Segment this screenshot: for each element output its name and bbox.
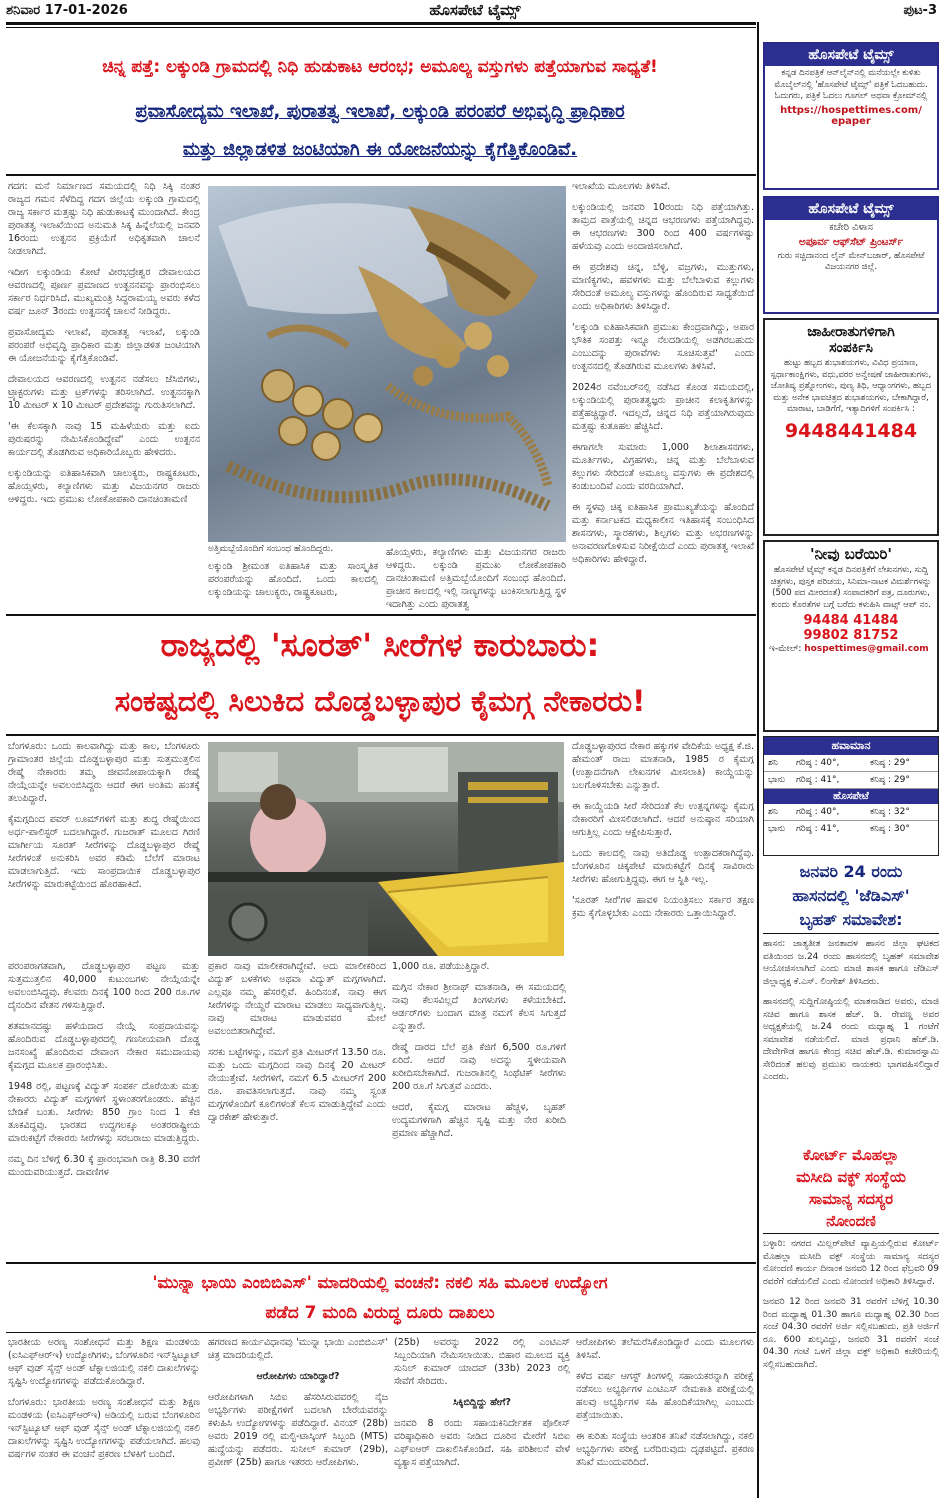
waqf-body — [763, 1238, 939, 1371]
story1-col1-p4: ದೇವಾಲಯದ ಆವರಣದಲ್ಲಿ ಉತ್ಖನನ ನಡೆಸಲು ಜೆಸಿಬಿಗಳು, ಟ್ರ್ಯಾಕ್ಟರುಗಳು ಮತ್ತು ಟ್ರಕ್‌ಗಳನ್ನು ತರಿಸಲಾಗಿದೆ. ಉತ್ಖನನಕ್ಕಾಗಿ 10 ಮೀಟರ್ x 10 ಮೀಟರ್ ಪ್ರದೇಶವನ್ನು ಗುರುತಿಸಲಾಗಿದೆ. — [8, 374, 200, 411]
story3-headline-1: 'ಮುನ್ನಾ ಭಾಯಿ ಎಂಬಿಬಿಎಸ್' ಮಾದರಿಯಲ್ಲಿ ವಂಚನೆ: ನಕಲಿ ಸಹಿ ಮೂಲಕ ಉದ್ಯೋಗ — [152, 1273, 608, 1292]
waqf-headline-3: ಸಾಮಾನ್ಯ ಸದಸ್ಯರ — [808, 1190, 894, 1208]
weather-row-2-min: ಕನಿಷ್ಠ : 29° — [870, 775, 910, 785]
story3-col2 — [208, 1336, 388, 1498]
story2-col1b-p4: ನಮ್ಮ ದಿನ ಬೆಳಿಗ್ಗೆ 6.30 ಕ್ಕೆ ಪ್ರಾರಂಭವಾಗಿ ರಾತ್ರಿ 8.30 ವರೆಗೆ ಮುಂದುವರಿಯುತ್ತದೆ. ದಾವಣಿಗಳ — [8, 1154, 200, 1178]
story2-col4-p1: ದೊಡ್ಡಬಳ್ಳಾಪುರದ ನೇಕಾರ ಹಕ್ಕುಗಳ ವೇದಿಕೆಯ ಅಧ್ಯಕ್ಷ ಕೆ.ಜಿ. ಹೇಮಂತ್ ರಾಜು ಮಾತನಾಡಿ, 1985 ರ ಕೈಮಗ್ಗ (ಉತ್ಪಾದನೆಗಾಗಿ ಲೇಖನಗಳ ಮೀಸಲಾತಿ) ಕಾಯ್ದೆಯನ್ನು ಬಲಗೊಳಿಸಬೇಕು ಎನ್ನುತ್ತಾರೆ. — [572, 741, 754, 791]
story1-caption: ಅತ್ತಿಮಬ್ಬೆಯೊಂದಿಗೆ ಸಂಬಂಧ ಹೊಂದಿದ್ದರು. — [208, 544, 334, 554]
masthead-rule-thin — [6, 27, 756, 28]
sidebar-office-press: ಅಪೂರ್ವ ಆಫ್‌ಸೆಟ್ ಪ್ರಿಂಟರ್ಸ್ — [798, 235, 904, 248]
story1-col4-p5: 2024ರ ನವೆಂಬರ್‌ನಲ್ಲಿ ನಡೆಸಿದ ಕೊಂಡ ಸಮಯದಲ್ಲಿ, ಲಕ್ಕುಂಡಿಯಲ್ಲಿ ಪುರಾತತ್ವಜ್ಞರು ಪ್ರಾಚೀನ ಕಲಾಕೃತಿಗಳನ್ನು ಪತ್ತೆಹಚ್ಚಿದ್ದಾರೆ. ಇದಲ್ಲದೆ, ಚಿನ್ನದ ನಿಧಿ ಪತ್ತೆಯಾಗಿರುವುದು ಮತ್ತಷ್ಟು ಕುತೂಹಲ ಹೆಚ್ಚಿಸಿದೆ. — [572, 382, 754, 432]
sidebar-write-phone-1[interactable]: 94484 41484 — [803, 613, 899, 628]
story2-col1b-p3: 1948 ರಲ್ಲಿ, ಪಟ್ಟಣಕ್ಕೆ ವಿದ್ಯುತ್ ಸಂಪರ್ಕ ದೊರೆಯಿತು ಮತ್ತು ನೇಕಾರರು ವಿದ್ಯುತ್ ಮಗ್ಗಗಳಿಗೆ ಸ್ಥಳಾಂತರಗೊಂಡರು. ಹೆಚ್ಚಿನ ಬೇಡಿಕೆ ಬಂತು. ಸೀರೆಗಳು 850 ಗ್ರಾಂ ನಿಂದ 1 ಕೆಜಿ ತೂಕವಿದ್ದವು. ಭಾರತದ ಉದ್ದಗಲಕ್ಕೂ ಅಂತರರಾಷ್ಟ್ರೀಯ ಮಾರುಕಟ್ಟೆಗೆ ನೇಕಾರರು ಸೀರೆಗಳನ್ನು ಸರಬರಾಜು ಮಾಡುತ್ತಿದ್ದರು. — [8, 1081, 200, 1144]
story1-col1-p3: ಪ್ರವಾಸೋದ್ಯಮ ಇಲಾಖೆ, ಪುರಾತತ್ವ ಇಲಾಖೆ, ಲಕ್ಕುಂಡಿ ಪರಂಪರೆ ಅಭಿವೃದ್ಧಿ ಪ್ರಾಧಿಕಾರ ಮತ್ತು ಜಿಲ್ಲಾಡಳಿತ ಜಂಟಿಯಾಗಿ ಈ ಯೋಜನೆಯನ್ನು ಕೈಗೆತ್ತಿಕೊಂಡಿವೆ. — [8, 327, 200, 364]
story1-col1-p1: ಗದಗ: ಮನೆ ನಿರ್ಮಾಣದ ಸಮಯದಲ್ಲಿ ನಿಧಿ ಸಿಕ್ಕಿ ನಂತರ ರಾಜ್ಯದ ಗಮನ ಸೆಳೆದಿದ್ದ ಗದಗ ಜಿಲ್ಲೆಯ ಲಕ್ಕುಂಡಿ ಗ್ರಾಮದಲ್ಲಿ ರಾಜ್ಯ ಸರ್ಕಾರ ಮತ್ತಷ್ಟು ನಿಧಿ ಹುಡುಕಾಟಕ್ಕೆ ಮುಂದಾಗಿದೆ. ಕೇಂದ್ರ ಪುರಾತತ್ವ ಇಲಾಖೆಯಿಂದ ಅನುಮತಿ ಸಿಕ್ಕ ಹಿನ್ನೆಲೆಯಲ್ಲಿ ಜನವರಿ 16ರಂದು ಉತ್ಖನನ ಪ್ರಕ್ರಿಯೆಗೆ ಅಧಿಕೃತವಾಗಿ ಚಾಲನೆ ನೀಡಲಾಗಿದೆ. — [8, 181, 200, 257]
sidebar-write-email-label: ಇ-ಮೇಲ್: — [769, 644, 802, 654]
weather-row-4-max: ಗರಿಷ್ಠ : 41°, — [796, 824, 840, 834]
story1-col1-p5: 'ಈ ಕೆಲಸಕ್ಕಾಗಿ ನಾವು 15 ಮಹಿಳೆಯರು ಮತ್ತು ಐದು ಪುರುಷರನ್ನು ನೇಮಿಸಿಕೊಂಡಿದ್ದೇವೆ' ಎಂದು ಉತ್ಖನನ ಕಾರ್ಯದಲ್ಲಿ ತೊಡಗಿರುವ ಅಧಿಕಾರಿಯೊಬ್ಬರು ಹೇಳಿದರು. — [8, 421, 200, 458]
sidebar-office-address: ಗುರು ಸಚ್ಚಿದಾನಂದ ಲೈನ್ ಮೇನ್‌ಬಜಾರ್, ಹೊಸಪೇಟೆ ವಿಜಯನಗರ ಜಿಲ್ಲೆ. — [777, 250, 925, 272]
weather-row-3-min: ಕನಿಷ್ಠ : 32° — [870, 807, 910, 817]
sidebar-write-text: ಹೊಸಪೇಟೆ ಟೈಮ್ಸ್ ಕನ್ನಡ ದಿನಪತ್ರಿಕೆಗೆ ಲೇಖನಗಳು, ಸುದ್ದಿ ಚಿತ್ರಗಳು, ಪುಸ್ತಕ ಪರಿಚಯ, ಸಿನಿಮಾ-ನಾಟಕ ವಿಮರ್ಶೆಗಳನ್ನು (500 ಪದ ಮೀರದಂತೆ) ಸಂಪಾದಕರಿಗೆ ಪತ್ರ, ದೂರುಗಳು, ಕುಂದು ಕೊರತೆಗಳ ಬಗ್ಗೆ ಬರೆದು ಕಳುಹಿಸಿ ವಾಟ್ಸ್ ಆಪ್ ನಂ. — [770, 565, 932, 610]
waqf-headline-4: ನೋಂದಣಿ — [763, 1212, 939, 1234]
jds-story — [763, 862, 939, 1144]
sidebar-epaper-title: ಹೊಸಪೇಟೆ ಟೈಮ್ಸ್ — [765, 44, 937, 66]
story2-col3 — [392, 960, 566, 1256]
weather-row-3-max: ಗರಿಷ್ಠ : 40°, — [796, 807, 840, 817]
story1-col1-p2: ಇದೀಗ ಲಕ್ಕುಂಡಿಯ ಕೋಟೆ ವೀರಭದ್ರೇಶ್ವರ ದೇವಾಲಯದ ಆವರಣದಲ್ಲಿ ಪೂರ್ಣ ಪ್ರಮಾಣದ ಉತ್ಖನನವನ್ನು ಪ್ರಾರಂಭಿಸಲು ಸರ್ಕಾರ ನಿರ್ಧರಿಸಿದೆ. ಮುಖ್ಯಮಂತ್ರಿ ಸಿದ್ದರಾಮಯ್ಯ ಅವರು ಕಳೆದ ವರ್ಷ ಜೂನ್ 3ರಂದು ಉತ್ಖನನಕ್ಕೆ ಚಾಲನೆ ನೀಡಿದ್ದರು. — [8, 267, 200, 317]
story2-col4-p4: 'ಸೂರತ್ ಸೀರೆ'ಗಳ ಹಾವಳಿ ನಿಯಂತ್ರಿಸಲು ಸರ್ಕಾರ ತಕ್ಷಣ ಕ್ರಮ ಕೈಗೊಳ್ಳಬೇಕು ಎಂದು ನೇಕಾರರು ಒತ್ತಾಯಿಸಿದ್ದಾರೆ. — [572, 895, 754, 919]
weather-city: ಹೊಸಪೇಟೆ — [764, 789, 938, 804]
story2-col1 — [8, 740, 200, 955]
story3-col3-p2: ಸಿಕ್ಕಿಬಿದ್ದಿದ್ದು ಹೇಗೆ? — [453, 1397, 511, 1408]
story3-col1 — [8, 1336, 200, 1498]
story1-col4 — [572, 180, 754, 612]
sidebar-office — [763, 196, 939, 314]
sidebar-ads — [763, 318, 939, 536]
sidebar-ads-title: ಜಾಹೀರಾತುಗಳಿಗಾಗಿ — [807, 324, 895, 340]
story2-col2-p1: ಪ್ರಕಾರ ನಾವು ಮಾಲೀಕರಾಗಿದ್ದೇವೆ. ಅದು ಮಾಲೀಕರಿಂದ ವಿದ್ಯುತ್ ಬಳಕೆಗಳು ಅಥವಾ ವಿದ್ಯುತ್ ಮಗ್ಗಗಳಾಗಿದೆ. ಎಲ್ಲವೂ ನಮ್ಮ ಹೆಸರಲ್ಲಿವೆ. ಹಿಂದಿನಂತೆ, ನಾವು ಈಗ ಸೀರೆಗಳನ್ನು ನೇಯ್ದರೆ ಮಾರಾಟ ಮಾಡಲು ಸಾಧ್ಯವಾಗುತ್ತಿಲ್ಲ. ನಾವು ಮಾರಾಟ ಮಾಡುವವರ ಮೇಲೆ ಅವಲಂಬಿತರಾಗಿದ್ದೇವೆ. — [208, 961, 386, 1037]
story2-col1b-p2: ಶತಮಾನದಷ್ಟು ಹಳೆಯದಾದ ನೇಯ್ಗೆ ಸಂಪ್ರದಾಯವನ್ನು ಹೊಂದಿರುವ ದೊಡ್ಡಬಳ್ಳಾಪುರದಲ್ಲಿ ಗಣನೀಯವಾಗಿ ದೊಡ್ಡ ಜನಸಂಖ್ಯೆ ಹೊಂದಿರುವ ದೇವಾಂಗ ನೇಕಾರ ಸಮುದಾಯವು ಕೈಮಗ್ಗದ ಮೂಲಕ ಪ್ರಾರಂಭಿಸಿತು. — [8, 1021, 200, 1071]
sidebar-ads-text: ಹುಟ್ಟು ಹಬ್ಬದ ಶುಭಾಶಯಗಳು, ವಿವಿಧ ಪ್ರಯಾಣ, ಸ್ಪರ್ಧಾಕಾಂಕ್ಷಿಗಳು, ವಧು,ವರರ ಅನ್ವೇಷಣೆ ಜಾಹೀರಾತುಗಳು, ಜೋತಿಷ್ಯ ಪ್ರಶ್ನೋಂಗಳು, ಪುಣ್ಯ ತಿಥಿ, ಆಧ್ಯಾಂಗಗಳು, ಹಬ್ಬದ ಮತ್ತು ಅನೇಕ ಭಾವಚಿತ್ರದ ಶುಭಾಶಯಗಳು, ಬೇಕಾಗಿದ್ದಾರೆ, ಮಾರಾಟ, ಬಾಡಿಗೆಗೆ, ಇತ್ಯಾದಿಗಳಿಗೆ ಸಂಪರ್ಕಿಸಿ : — [770, 358, 932, 414]
jds-headline-2: ಹಾಸನದಲ್ಲಿ 'ಜೆಡಿಎಸ್' — [792, 886, 910, 905]
story3-col2-p1: ಹಗರಣದ ಕಾರ್ಯವಿಧಾನವು 'ಮುನ್ನಾ ಭಾಯಿ ಎಂಬಿಬಿಎಸ್' ಚಿತ್ರ ಮಾದರಿಯಲ್ಲಿದೆ. — [208, 1337, 388, 1361]
story3-col4-p2: ಕಳೆದ ವರ್ಷ ಆಗಸ್ಟ್ ತಿಂಗಳಲ್ಲಿ ಸಹಾಯಕರನ್ನಾಗಿ ಪರೀಕ್ಷೆ ನಡೆಸಲು ಅಭ್ಯರ್ಥಿಗಳ ಎಂಟಿಎಸ್ ನೇಮಕಾತಿ ಪರೀಕ್ಷೆಯಲ್ಲಿ ಹಲವು ಅಭ್ಯರ್ಥಿಗಳ ಸಹಿ ಹೊಂದಿಕೆಯಾಗಿಲ್ಲ ಎಂಬುದು ಪತ್ತೆಯಾಯಿತು. — [576, 1371, 754, 1421]
story1-subhead-2: ಮತ್ತು ಜಿಲ್ಲಾಡಳಿತ ಜಂಟಿಯಾಗಿ ಈ ಯೋಜನೆಯನ್ನು ಕೈಗೆತ್ತಿಕೊಂಡಿವೆ. — [182, 139, 578, 160]
weather-row-1-day: ಶನಿ — [768, 758, 778, 768]
sidebar-write — [763, 540, 939, 732]
sidebar-write-phone-2[interactable]: 99802 81752 — [803, 628, 899, 643]
column-separator — [757, 22, 759, 1498]
story2-col4 — [572, 740, 754, 1256]
masthead-date: ಶನಿವಾರ 17-01-2026 — [6, 3, 128, 18]
story2-col3-p2: ಮಗ್ಗಿನ ನೇಕಾರ ಶ್ರೀನಾಥ್ ಮಾತನಾಡಿ, ಈ ಸಮಯದಲ್ಲಿ ನಾವು ಕೆಲಸವಿಲ್ಲದೆ ತಿಂಗಳುಗಳು ಕಳೆಯಬೇಕಿದೆ. ಆರ್ಡರ್‌ಗಳು ಬಂದಾಗ ಮಾತ್ರ ನಮಗೆ ಕೆಲಸ ಸಿಗುತ್ತದೆ ಎನ್ನುತ್ತಾರೆ. — [392, 982, 566, 1032]
weather-title: ಹವಾಮಾನ — [764, 737, 938, 755]
story2-col3-p1: 1,000 ರೂ. ಪಡೆಯುತ್ತಿದ್ದಾರೆ. — [392, 961, 490, 972]
masthead-title: ಹೊಸಪೇಟೆ ಟೈಮ್ಸ್ — [429, 1, 521, 19]
sidebar-epaper-text: ಕನ್ನಡ ದಿನಪತ್ರಿಕೆ ಆನ್‌ಲೈನ್‌ನಲ್ಲಿ ಮನೆಯಲ್ಲೇ ಕುಳಿತು ಮೊಬೈಲ್‌ನಲ್ಲಿ 'ಹೊಸಪೇಟೆ ಟೈಮ್ಸ್' ಪತ್ರಿಕೆ ಓದಬಹುದು. ಓದುಗರು, ಪತ್ರಿಕೆ ಓದಲು ಗೂಗಲ್ ಅಥವಾ ಕ್ರೋಮ್‌ನಲ್ಲಿ — [774, 68, 928, 101]
story2-col1-p2: ಕೈಮಗ್ಗದಿಂದ ಪವರ್ ಲೂಮ್‌ಗಳಿಗೆ ಮತ್ತು ಶುದ್ಧ ರೇಷ್ಮೆಯಿಂದ ಅರ್ಧ-ಪಾಲಿಸ್ಟರ್ ಬದಲಾಗಿದ್ದಾರೆ. ಗುಜರಾತ್ ಮೂಲದ ಗಿರಣಿ ಮಾರ್ಗೀಯ ಸೂರತ್ ಸೀರೆಗಳನ್ನು ದೊಡ್ಡಬಳ್ಳಾಪುರ ರೇಷ್ಮೆ ಸೀರೆಗಳಂತೆ ಅನುಕರಿಸಿ ಅವರ ಕಡಿಮೆ ಬೆಲೆಗೆ ಮಾರಾಟ ಮಾಡಲಾಗುತ್ತಿದೆ. ಇದು ಸಾಂಪ್ರದಾಯಿಕ ದೊಡ್ಡಬಳ್ಳಾಪುರ ಸೀರೆಗಳನ್ನು ಮಾರುಕಟ್ಟೆಯಿಂದ ಹೊರಹಾಕಿದೆ. — [8, 814, 200, 890]
story3-col3 — [394, 1336, 570, 1498]
story1-col3-p1: ಹೊಯ್ಸಳರು, ಕಲ್ಯಾಣಿಗಳು ಮತ್ತು ವಿಜಯನಗರ ರಾಜರು ಆಳಿದ್ದರು. ಲಕ್ಕುಂಡಿ ಪ್ರಮುಖ ಲೋಕೋಪಕಾರಿ ದಾನಚಿಂತಾಮಣಿ ಅತ್ತಿಮಬ್ಬೆಯೊಂದಿಗೆ ಸಂಬಂಧ ಹೊಂದಿದೆ. ಪ್ರಾಚೀನ ಕಾಲದಲ್ಲಿ ಇಲ್ಲಿ ನಾಣ್ಯಗಳನ್ನು ಟಂಕಿಸಲಾಗುತ್ತಿದ್ದ ಸ್ಥಳ ಇದಾಗಿತ್ತು ಎಂದು ಪುರಾತತ್ವ — [386, 547, 566, 610]
story2-col4-p3: ಒಂದು ಕಾಲದಲ್ಲಿ ನಾವು ಅತಿದೊಡ್ಡ ಉತ್ಪಾದಕರಾಗಿದ್ದೆವು. ಬೆಂಗಳೂರಿನ ಚಿಕ್ಕಪೇಟೆ ಮಾರುಕಟ್ಟೆಗೆ ದಿನಕ್ಕೆ ಸಾವಿರಾರು ಸೀರೆಗಳು ಹೋಗುತ್ತಿದ್ದವು. ಈಗ ಆ ಸ್ಥಿತಿ ಇಲ್ಲ. — [572, 848, 754, 885]
waqf-story — [763, 1146, 939, 1498]
story2-col1b-p1: ಪರಂಪರಾಗತವಾಗಿ, ದೊಡ್ಡಬಳ್ಳಾಪುರ ಪಟ್ಟಣ ಮತ್ತು ಸುತ್ತಮುತ್ತಲಿನ 40,000 ಕುಟುಂಬಗಳು ನೇಯ್ಗೆಯನ್ನೇ ಅವಲಂಬಿಸಿದ್ದವು. ಕೆಲವರು ದಿನಕ್ಕೆ 100 ರಿಂದ 200 ರೂ.ಗಳ ದೈನಂದಿನ ವೇತನ ಗಳಿಸುತ್ತಿದ್ದಾರೆ. — [8, 961, 200, 1011]
weather-row-4-day: ಭಾನು — [768, 824, 786, 834]
weather-row-1-min: ಕನಿಷ್ಠ : 29° — [870, 758, 910, 768]
masthead — [0, 0, 945, 22]
sidebar-epaper-label[interactable]: epaper — [831, 115, 871, 127]
story2-col4-p2: ಈ ಕಾಯ್ದೆಯಡಿ ಸೀರೆ ಸೇರಿದಂತೆ ಕೆಲ ಉತ್ಪನ್ನಗಳನ್ನು ಕೈಮಗ್ಗ ನೇಕಾರರಿಗೆ ಮೀಸಲಿಡಲಾಗಿದೆ. ಆದರೆ ಅನುಷ್ಠಾನ ಸರಿಯಾಗಿ ಆಗುತ್ತಿಲ್ಲ ಎಂದು ಆಕ್ಷೇಪಿಸುತ್ತಾರೆ. — [572, 801, 754, 838]
sidebar-write-email[interactable]: hospettimes@gmail.com — [804, 644, 929, 654]
story3-col3-p1: (25b) ಅವರನ್ನು 2022 ರಲ್ಲಿ ಎಂಟಿಎಸ್ ಸಿಬ್ಬಂದಿಯಾಗಿ ನೇಮಿಸಲಾಯಿತು. ಬಿಹಾರ ಮೂಲದ ವ್ಯಕ್ತಿ ಸುನಿಲ್ ಕುಮಾರ್ ಯಾದವ್ (33b) 2023 ರಲ್ಲಿ ಸೇವೆಗೆ ಸೇರಿದರು. — [394, 1337, 570, 1387]
story2-col3-p3: ರೇಷ್ಮೆ ದಾರದ ಬೆಲೆ ಪ್ರತಿ ಕೆಜಿಗೆ 6,500 ರೂ.ಗಳಿಗೆ ಏರಿದೆ. ಆದರೆ ನಾವು ಅದನ್ನು ಸ್ಥಳೀಯವಾಗಿ ಖರೀದಿಸಬೇಕಾಗಿದೆ. ಗುಜರಾತಿನಲ್ಲಿ ಸಿಂಥೆಟಿಕ್ ಸೀರೆಗಳು 200 ರೂ.ಗೆ ಸಿಗುತ್ತವೆ ಎಂದರು. — [392, 1042, 566, 1092]
waqf-text-2: ಜನವರಿ 12 ರಿಂದ ಜನವರಿ 31 ರವರೆಗೆ ಬೆಳಿಗ್ಗೆ 10.30 ರಿಂದ ಮಧ್ಯಾಹ್ನ 01.30 ಹಾಗೂ ಮಧ್ಯಾಹ್ನ 02.30 ರಿಂದ ಸಂಜೆ 04.30 ರವರೆಗೆ ಅರ್ಜಿ ಸಲ್ಲಿಸಬಹುದು. ಪ್ರತಿ ಅರ್ಜಿಗೆ ರೂ. 600 ಶುಲ್ಕವಿದ್ದು, ಜನವರಿ 31 ರವರೆಗೆ ಸಂಜೆ 04.30 ಗಂಟೆ ಒಳಗೆ ಜಿಲ್ಲಾ ವಕ್ಫ್ ಅಧಿಕಾರಿ ಕಚೇರಿಯಲ್ಲಿ ಸಲ್ಲಿಸಬಹುದಾಗಿದೆ. — [763, 1297, 939, 1370]
sidebar-write-title: 'ನೀವು ಬರೆಯಿರಿ' — [809, 545, 892, 563]
story-divider-2 — [6, 1262, 756, 1264]
masthead-page: ಪುಟ-3 — [903, 3, 937, 18]
masthead-rule — [6, 22, 756, 25]
story2-col2 — [208, 960, 386, 1256]
waqf-headline-2: ಮಸೀದಿ ವಕ್ಫ್ ಸಂಸ್ಥೆಯ — [796, 1168, 906, 1186]
story1-col1 — [8, 180, 200, 610]
waqf-headline-1: ಕೋರ್ಟ್ ಮೊಹಲ್ಲಾ — [803, 1146, 899, 1164]
story3-col3-p3: ಜನವರಿ 8 ರಂದು ಸಹಾಯಕಿನಿರ್ದೇಶಕ ಪೊಲೀಸ್ ವರಿಷ್ಠಾಧಿಕಾರಿ ಅವರು ನೀಡಿದ ದೂರಿನ ಮೇರೆಗೆ ಸಿಬಿಐ ಎಫ್‌ಐಆರ್ ದಾಖಲಿಸಿಕೊಂಡಿದೆ. ಸಹಿ ಪರಿಶೀಲನೆ ವೇಳೆ ವ್ಯತ್ಯಾಸ ಪತ್ತೆಯಾಗಿದೆ. — [394, 1418, 570, 1468]
weather-row-4 — [764, 821, 938, 837]
story3-col1-p2: ಬೆಂಗಳೂರು: ಭಾರತೀಯ ಅರಣ್ಯ ಸಂಶೋಧನೆ ಮತ್ತು ಶಿಕ್ಷಣ ಮಂಡಳಿಯ (ಐಸಿಎಫ್‌ಆರ್‌ಇ) ಅಡಿಯಲ್ಲಿ ಬರುವ ಬೆಂಗಳೂರಿನ ಇನ್‌ಸ್ಟಿಟ್ಯೂಟ್ ಆಫ್ ವುಡ್ ಸೈನ್ಸ್ ಅಂಡ್ ಟೆಕ್ನಾಲಜಿಯಲ್ಲಿ ನಕಲಿ ದಾಖಲೆಗಳನ್ನು ಸೃಷ್ಟಿಸಿ ಉದ್ಯೋಗಗಳನ್ನು ಪಡೆಯಲಾಗಿದೆ. ಹಲವು ವರ್ಷಗಳ ನಂತರ ಈ ವಂಚನೆ ಪ್ರಕರಣ ಬೆಳಕಿಗೆ ಬಂದಿದೆ. — [8, 1397, 200, 1460]
story3-col2-p2: ಆರೋಪಿಗಳು ಯಾರಿದ್ದಾರೆ? — [256, 1371, 340, 1382]
story1-subhead-1: ಪ್ರವಾಸೋದ್ಯಮ ಇಲಾಖೆ, ಪುರಾತತ್ವ ಇಲಾಖೆ, ಲಕ್ಕುಂಡಿ ಪರಂಪರೆ ಅಭಿವೃದ್ಧಿ ಪ್ರಾಧಿಕಾರ — [135, 101, 625, 122]
story-divider-1 — [6, 614, 756, 616]
weather-row-3 — [764, 804, 938, 821]
story3-col2-p3: ಆರೋಪಿಗಳಾಗಿ ಸಿಬಿಐ ಹೆಸರಿಸಿರುವವರಲ್ಲಿ ನೈಜ ಅಭ್ಯರ್ಥಿಗಳು ಪರೀಕ್ಷೆಗಳಿಗೆ ಬದಲಾಗಿ ಬೇರೆಯವರನ್ನು ಕಳುಹಿಸಿ ಉದ್ಯೋಗಗಳನ್ನು ಪಡೆದಿದ್ದಾರೆ. ವಿನಯ್ (28b) ಅವರು 2019 ರಲ್ಲಿ ಮಲ್ಟಿ-ಟಾಸ್ಕಿಂಗ್ ಸಿಬ್ಬಂದಿ (MTS) ಹುದ್ದೆಯನ್ನು ಪಡೆದರು. ಸುನೀಲ್ ಕುಮಾರ್ (29b), ಪ್ರವೀಣ್ (25b) ಹಾಗೂ ಇತರರು ಆರೋಪಿಗಳು. — [208, 1392, 388, 1468]
story1-col4-p3: ಈ ಪ್ರದೇಶವು ಚಿನ್ನ, ಬೆಳ್ಳಿ, ವಜ್ರಗಳು, ಮುತ್ತುಗಳು, ಮಾಣಿಕ್ಯಗಳು, ಹವಳಗಳು ಮತ್ತು ಬೆಲೆಬಾಳುವ ಕಲ್ಲುಗಳು ಸೇರಿದಂತೆ ಅಮೂಲ್ಯ ವಸ್ತುಗಳನ್ನು ಹೊಂದಿರುವ ಸಾಧ್ಯತೆಯಿದೆ ಎಂದು ಅಧಿಕಾರಿಗಳು ತಿಳಿಸಿದ್ದಾರೆ. — [572, 262, 754, 312]
story3-col4-p3: ಈ ಕುರಿತು ಸಂಸ್ಥೆಯ ಆಂತರಿಕ ತನಿಖೆ ನಡೆಸಲಾಗಿದ್ದು, ನಕಲಿ ಅಭ್ಯರ್ಥಿಗಳು ಪರೀಕ್ಷೆ ಬರೆದಿರುವುದು ದೃಢಪಟ್ಟಿದೆ. ಪ್ರಕರಣ ತನಿಖೆ ಮುಂದುವರಿದಿದೆ. — [576, 1431, 754, 1468]
sidebar-office-label: ಕಚೇರಿ ವಿಳಾಸ — [829, 222, 873, 233]
story2-col1-p1: ಬೆಂಗಳೂರು: ಒಂದು ಕಾಲವಾಗಿದ್ದು ಮತ್ತು ಕಾಲ, ಬೆಂಗಳೂರು ಗ್ರಾಮಾಂತರ ಜಿಲ್ಲೆಯ ದೊಡ್ಡಬಳ್ಳಾಪುರ ಮತ್ತು ಸುತ್ತಮುತ್ತಲಿನ ರೇಷ್ಮೆ ನೇಕಾರರು ತಮ್ಮ ಜೀವನೋಪಾಯಕ್ಕಾಗಿ ರೇಷ್ಮೆ ನೇಯ್ಗೆಯನ್ನೇ ಅವಲಂಬಿಸಿದ್ದರು ಆದರೆ ಈಗ ಅಂತಿಮ ಹಂತಕ್ಕೆ ತಲುಪಿದ್ದಾರೆ. — [8, 741, 200, 804]
story1-col4-p4: 'ಲಕ್ಕುಂಡಿ ಐತಿಹಾಸಿಕವಾಗಿ ಪ್ರಮುಖ ಕೇಂದ್ರವಾಗಿದ್ದು, ಅಪಾರ ಭೌತಿಕ ಸಂಪತ್ತು ಇನ್ನೂ ನೆಲದಡಿಯಲ್ಲಿ ಅಡಗಿರಬಹುದು ಎಂಬುದನ್ನು ಪುರಾವೆಗಳು ಸೂಚಿಸುತ್ತವೆ' ಎಂದು ಉತ್ಖನನದಲ್ಲಿ ತೊಡಗಿರುವ ಮೂಲಗಳು ತಿಳಿಸಿವೆ. — [572, 322, 754, 372]
sidebar-ads-phone[interactable]: 9448441484 — [784, 419, 918, 442]
story1-col4-p2: ಲಕ್ಕುಂಡಿಯಲ್ಲಿ ಜನವರಿ 10ರಂದು ನಿಧಿ ಪತ್ತೆಯಾಗಿತ್ತು. ತಾಮ್ರದ ಪಾತ್ರೆಯಲ್ಲಿ ಚಿನ್ನದ ಆಭರಣಗಳು ಪತ್ತೆಯಾಗಿದ್ದವು. ಈ ಆಭರಣಗಳು 300 ರಿಂದ 400 ವರ್ಷಗಳಷ್ಟು ಹಳೆಯವು ಎಂದು ಅಂದಾಜಿಸಲಾಗಿದೆ. — [572, 202, 754, 252]
story3-headline-2: ಪಡೆದ 7 ಮಂದಿ ವಿರುದ್ಧ ದೂರು ದಾಖಲು — [265, 1303, 495, 1323]
jds-body — [763, 938, 939, 1084]
story1-col4-p1: ಇಲಾಖೆಯ ಮೂಲಗಳು ತಿಳಿಸಿವೆ. — [572, 181, 671, 192]
treasure-illustration — [208, 186, 566, 542]
story1-headline: ಚಿನ್ನ ಪತ್ತೆ: ಲಕ್ಕುಂಡಿ ಗ್ರಾಮದಲ್ಲಿ ನಿಧಿ ಹುಡುಕಾಟ ಆರಂಭ; ಅಮೂಲ್ಯ ವಸ್ತುಗಳು ಪತ್ತೆಯಾಗುವ ಸಾಧ್ಯತೆ! — [102, 57, 658, 77]
story1-col3 — [386, 546, 566, 612]
weather-row-3-day: ಶನಿ — [768, 807, 778, 817]
treasure-photo — [208, 186, 566, 542]
loom-illustration — [208, 742, 564, 956]
sidebar-weather — [763, 736, 939, 856]
story1-rule — [6, 174, 756, 176]
sidebar-office-title: ಹೊಸಪೇಟೆ ಟೈಮ್ಸ್ — [765, 198, 937, 220]
story3-col4 — [576, 1336, 754, 1498]
weather-row-2 — [764, 772, 938, 789]
story2-headline-2: ಸಂಕಷ್ಟದಲ್ಲಿ ಸಿಲುಕಿದ ದೊಡ್ಡಬಳ್ಳಾಪುರ ಕೈಮಗ್ಗ ನೇಕಾರರು! — [114, 684, 646, 718]
story1-col2-p1: ಲಕ್ಕುಂಡಿ ಶ್ರೀಮಂತ ಐತಿಹಾಸಿಕ ಮತ್ತು ಸಾಂಸ್ಕೃತಿಕ ಪರಂಪರೆಯನ್ನು ಹೊಂದಿದೆ. ಒಂದು ಕಾಲದಲ್ಲಿ ಲಕ್ಕುಂಡಿಯನ್ನು ಚಾಲುಕ್ಯರು, ರಾಷ್ಟ್ರಕೂಟರು, — [208, 561, 378, 598]
story3-rule — [6, 1332, 756, 1333]
story2-headline-1: ರಾಜ್ಯದಲ್ಲಿ 'ಸೂರತ್' ಸೀರೆಗಳ ಕಾರುಬಾರು: — [160, 626, 600, 664]
weather-row-2-max: ಗರಿಷ್ಠ : 41°, — [796, 775, 840, 785]
jds-headline-1: ಜನವರಿ 24 ರಂದು — [799, 862, 903, 881]
weather-row-2-day: ಭಾನು — [768, 775, 786, 785]
story1-col1-p6: ಲಕ್ಕುಂಡಿಯನ್ನು ಐತಿಹಾಸಿಕವಾಗಿ ಚಾಲುಕ್ಯರು, ರಾಷ್ಟ್ರಕೂಟರು, ಹೊಯ್ಸಳರು, ಕಲ್ಯಾಣಿಗಳು ಮತ್ತು ವಿಜಯನಗರ ರಾಜರು ಆಳಿದ್ದರು. ಇದು ಪ್ರಮುಖ ಲೋಕೋಪಕಾರಿ ದಾನಚಿಂತಾಮಣಿ — [8, 468, 200, 505]
story1-col4-p7: ಈ ಸ್ಥಳವು ಚಿಕ್ಕ ಐತಿಹಾಸಿಕ ಪ್ರಾಮುಖ್ಯತೆಯನ್ನು ಹೊಂದಿದೆ ಮತ್ತು ಕರ್ನಾಟಕದ ಮಧ್ಯಕಾಲೀನ ಇತಿಹಾಸಕ್ಕೆ ಸಂಬಂಧಿಸಿದ ಶಾಸನಗಳು, ಸ್ಮಾರಕಗಳು, ಶಿಲ್ಪಗಳು ಮತ್ತು ಅಭರಣಗಳನ್ನು ಅನಾವರಣಗೊಳಿಸುವ ನಿರೀಕ್ಷೆಯಿದೆ ಎಂದು ಪುರಾತತ್ವ ಇಲಾಖೆ ಅಧಿಕಾರಿಗಳು ಹೇಳಿದ್ದಾರೆ. — [572, 502, 754, 565]
sidebar-epaper — [763, 42, 939, 190]
weather-row-1-max: ಗರಿಷ್ಠ : 40°, — [796, 758, 840, 768]
story2-col3-p4: ಆದರೆ, ಕೈಮಗ್ಗ ಮಾರಾಟ ಹೆಚ್ಚಳ, ಬೃಹತ್ ಉದ್ಯಮಗಳಿಗಾಗಿ ಹೆಚ್ಚಿನ ಸೃಷ್ಟಿ ಮತ್ತು ನೇರ ಖರೀದಿ ಪ್ರಮಾಣ ಹೆಚ್ಚಾಗಿದೆ. — [392, 1102, 566, 1139]
jds-text-1: ಹಾಸನ: ಜಾತ್ಯತೀತ ಜನತಾದಳ ಹಾಸನ ಜಿಲ್ಲಾ ಘಟಕದ ವತಿಯಿಂದ ಜ.24 ರಂದು ಹಾಸನದಲ್ಲಿ ಬೃಹತ್ ಸಮಾವೇಶ ಆಯೋಜಿಸಲಾಗಿದೆ ಎಂದು ಮಾಜಿ ಶಾಸಕ ಹಾಗೂ ಜೆಡಿಎಸ್ ಜಿಲ್ಲಾಧ್ಯಕ್ಷ ಕೆ.ಎಸ್. ಲಿಂಗೇಶ್ ತಿಳಿಸಿದರು. — [763, 939, 939, 987]
loom-photo — [208, 742, 564, 956]
weather-row-4-min: ಕನಿಷ್ಠ : 30° — [870, 824, 910, 834]
story1-col4-p6: ಈಗಾಗಲೇ ಸುಮಾರು 1,000 ಶಿಲಾಶಾಸನಗಳು, ಮೂರ್ತಿಗಳು, ವಿಗ್ರಹಗಳು, ಚಿನ್ನ ಮತ್ತು ಬೆಲೆಬಾಳುವ ಕಲ್ಲುಗಳು ಸೇರಿದಂತೆ ಅಮೂಲ್ಯ ವಸ್ತುಗಳು ಈ ಪ್ರದೇಶದಲ್ಲಿ ಕಂಡುಬಂದಿವೆ ಎಂದು ವರದಿಯಾಗಿದೆ. — [572, 442, 754, 492]
sidebar-epaper-url[interactable]: https://hospettimes.com/ — [780, 104, 922, 116]
jds-headline-3: ಬೃಹತ್ ಸಮಾವೇಶ: — [763, 910, 939, 934]
story3-col1-p1: ಭಾರತೀಯ ಅರಣ್ಯ ಸಂಶೋಧನೆ ಮತ್ತು ಶಿಕ್ಷಣ ಮಂಡಳಿಯ (ಐಸಿಎಫ್‌ಆರ್‌ಇ) ಉದ್ಯೋಗಿಗಳು, ಬೆಂಗಳೂರಿನ ಇನ್‌ಸ್ಟಿಟ್ಯೂಟ್ ಆಫ್ ವುಡ್ ಸೈನ್ಸ್ ಅಂಡ್ ಟೆಕ್ನಾಲಜಿಯಲ್ಲಿ ನಕಲಿ ದಾಖಲೆಗಳನ್ನು ಸೃಷ್ಟಿಸಿ ಉದ್ಯೋಗಗಳನ್ನು ಪಡೆದುಕೊಂಡಿದ್ದಾರೆ. — [8, 1337, 200, 1387]
jds-text-2: ಹಾಸನದಲ್ಲಿ ಸುದ್ದಿಗೋಷ್ಠಿಯಲ್ಲಿ ಮಾತನಾಡಿದ ಅವರು, ಮಾಜಿ ಸಚಿವ ಹಾಗೂ ಶಾಸಕ ಹೆಚ್. ಡಿ. ರೇವಣ್ಣ ಅವರ ಅಧ್ಯಕ್ಷತೆಯಲ್ಲಿ ಜ.24 ರಂದು ಮಧ್ಯಾಹ್ನ 1 ಗಂಟೆಗೆ ಸಮಾವೇಶ ನಡೆಯಲಿದೆ. ಮಾಜಿ ಪ್ರಧಾನಿ ಹೆಚ್.ಡಿ. ದೇವೇಗೌಡ ಹಾಗೂ ಕೇಂದ್ರ ಸಚಿವ ಹೆಚ್.ಡಿ. ಕುಮಾರಸ್ವಾಮಿ ಸೇರಿದಂತೆ ಹಲವು ಪ್ರಮುಖ ನಾಯಕರು ಭಾಗವಹಿಸಲಿದ್ದಾರೆ ಎಂದರು. — [763, 997, 939, 1082]
waqf-text-1: ಬಳ್ಳಾರಿ: ನಗರದ ಮಿಲ್ಲರ್‌ಪೇಟೆ ವ್ಯಾಪ್ತಿಯಲ್ಲಿರುವ ಕೋರ್ಟ್ ಮೊಹಲ್ಲಾ ಮಸೀದಿ ವಕ್ಫ್ ಸಂಸ್ಥೆಯ ಸಾಮಾನ್ಯ ಸದಸ್ಯರ ನೋಂದಣಿ ಕಾರ್ಯ ದಿನಾಂಕ ಜನವರಿ 12 ರಿಂದ ಫೆಬ್ರವರಿ 09 ರವರೆಗೆ ನಡೆಯಲಿದೆ ಎಂದು ನೋಂದಣಿ ಅಧಿಕಾರಿ ತಿಳಿಸಿದ್ದಾರೆ. — [763, 1239, 939, 1287]
story2-col1b — [8, 960, 200, 1256]
sidebar-write-email-row — [765, 643, 937, 655]
story3-col4-p1: ಆರೋಪಿಗಳು ತಲೆಮರೆಸಿಕೊಂಡಿದ್ದಾರೆ ಎಂದು ಮೂಲಗಳು ತಿಳಿಸಿವೆ. — [576, 1337, 754, 1361]
story1-col2 — [208, 560, 378, 612]
story2-col2-p2: ಸರಕು ಬಟ್ಟೆಗಳನ್ನು, ನಮಗೆ ಪ್ರತಿ ಮೀಟರ್‌ಗೆ 13.50 ರೂ. ಮತ್ತು ಒಂದು ಮಗ್ಗದಿಂದ ನಾವು ದಿನಕ್ಕೆ 20 ಮೀಟರ್ ನೇಯುತ್ತೇವೆ. ಸೀರೆಗಳಿಗೆ, ನಮಗೆ 6.5 ಮೀಟರ್‌ಗೆ 200 ರೂ. ಪಾವತಿಸಲಾಗುತ್ತದೆ. ನಾವು ನಮ್ಮ ಸ್ವಂತ ಮಗ್ಗಗಳೊಂದಿಗೆ ಕೂಲಿಗಳಂತೆ ಕೆಲಸ ಮಾಡುತ್ತಿದ್ದೇವೆ ಎಂದು ದ್ವಾರಕೇಶ್ ಹೇಳುತ್ತಾರೆ. — [208, 1047, 386, 1123]
weather-row-1 — [764, 755, 938, 772]
story2-rule — [6, 734, 756, 736]
sidebar-ads-subtitle: ಸಂಪರ್ಕಿಸಿ — [829, 340, 873, 356]
